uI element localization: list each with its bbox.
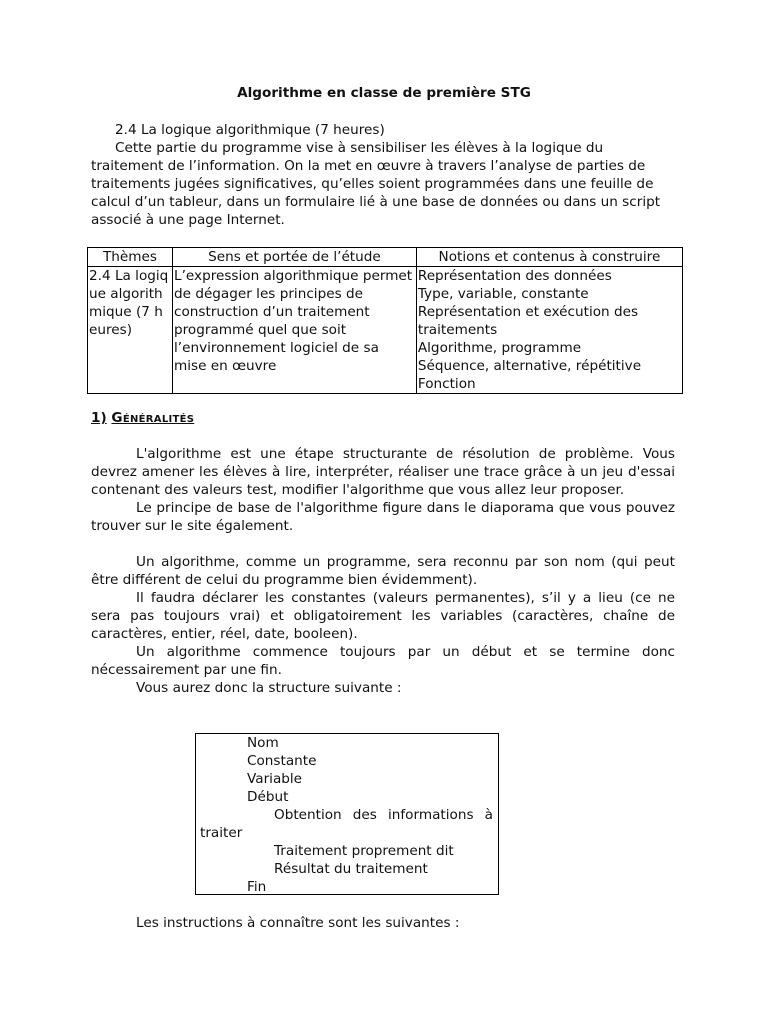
header-notions: Notions et contenus à construire [416,248,682,267]
document-title: Algorithme en classe de première STG [237,85,531,101]
notion-item: Représentation et exécution des traitements [417,304,639,338]
structure-traiter: traiter [200,825,243,841]
notion-item: Fonction [417,376,476,392]
structure-constante: Constante [247,753,317,769]
notion-item: Représentation des données [417,268,612,284]
generalites-number: 1) [91,410,107,426]
section-heading: 2.4 La logique algorithmique (7 heures) [115,122,385,138]
closing-line: Les instructions à connaître sont les suivantes : [136,915,460,931]
cell-sens: L’expression algorithmique permet de dégager les principes de construction d’un traitement programmé quel que soit l’environnement logiciel de sa mise en œuvre [173,267,417,394]
notion-item: Séquence, alternative, répétitive [417,358,642,374]
program-section [91,121,671,229]
paragraph: Le principe de base de l'algorithme figure dans le diaporama que vous pouvez trouver sur le site également. [91,500,675,534]
paragraph: Il faudra déclarer les constantes (valeurs permanentes), s’il y a lieu (ce ne sera pas toujours vrai) et obligatoirement les variables (caractères, chaîne de caractères, entier, réel, date, booleen). [91,590,675,642]
cell-notions [416,267,682,394]
structure-fin: Fin [247,879,267,895]
table-header-row [88,248,683,267]
header-sens: Sens et portée de l’étude [173,248,417,267]
cell-theme: 2.4 La logique algorithmique (7 heures) [88,267,173,394]
structure-obtention: Obtention des informations à [274,807,493,823]
structure-resultat: Résultat du traitement [274,861,428,877]
program-table [87,247,683,394]
notion-item: Type, variable, constante [417,286,589,302]
paragraph: Un algorithme commence toujours par un début et se termine donc nécessairement par une fin. [91,644,675,678]
paragraph: Un algorithme, comme un programme, sera reconnu par son nom (qui peut être différent de celui du programme bien évidemment). [91,554,675,588]
section-intro: Cette partie du programme vise à sensibiliser les élèves à la logique du traitement de l’information. On la met en œuvre à travers l’analyse de parties de traitements jugées significatives, qu’elles soient programmées dans une feuille de calcul d’un tableur, dans un formulaire lié à une base de données ou dans un script associé à une page Internet. [91,140,661,228]
paragraph: L'algorithme est une étape structurante de résolution de problème. Vous devrez amener les élèves à lire, interpréter, réaliser une trace grâce à un jeu d'essai contenant des valeurs test, modifier l'algorithme que vous allez leur proposer. [91,446,675,498]
body-text [91,445,675,697]
table-row [88,267,683,394]
generalites-heading [91,409,194,427]
structure-variable: Variable [247,771,303,787]
paragraph: Vous aurez donc la structure suivante : [136,680,402,696]
generalites-label: Généralités [111,410,195,426]
notion-item: Algorithme, programme [417,340,582,356]
structure-box [195,733,499,895]
structure-nom: Nom [247,735,279,751]
structure-debut: Début [247,789,289,805]
structure-traitement: Traitement proprement dit [274,843,454,859]
header-themes: Thèmes [88,248,173,267]
